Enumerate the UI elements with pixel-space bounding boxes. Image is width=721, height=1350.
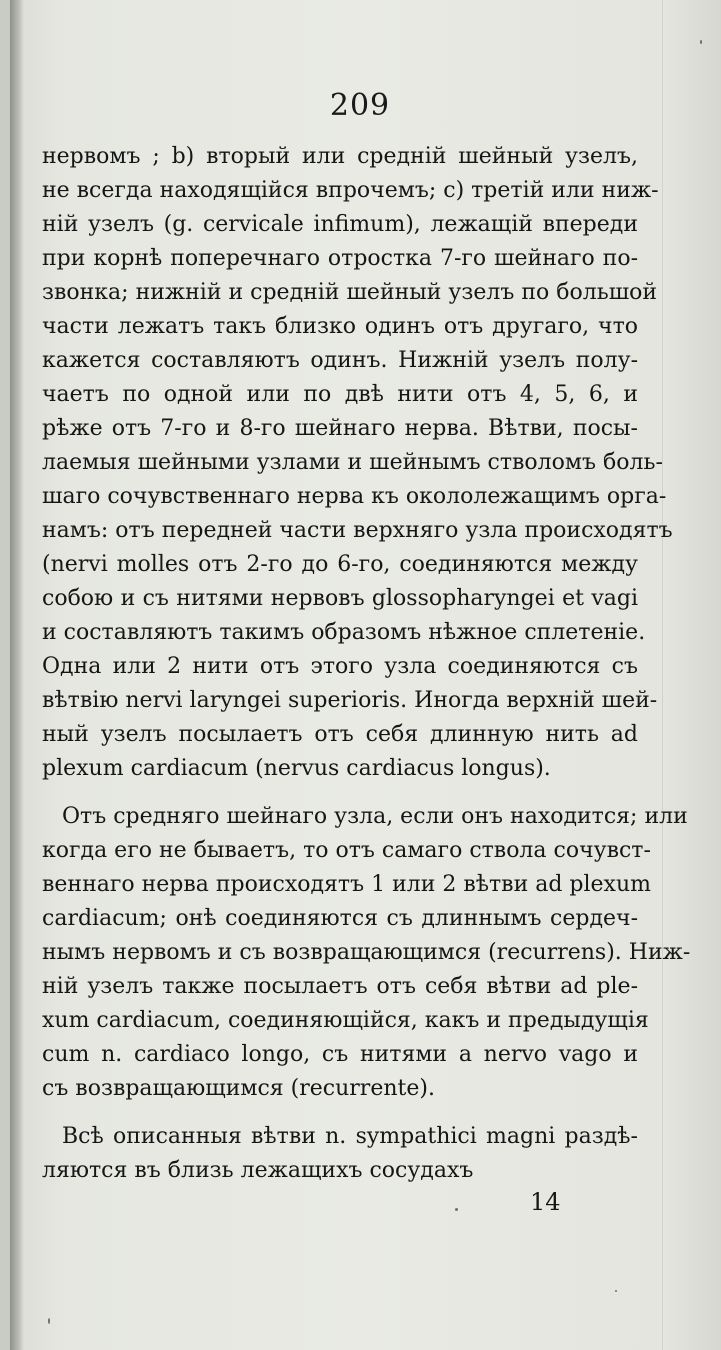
text-line: ній узелъ (g. cervicale infimum), лежащій впереди xyxy=(42,212,638,237)
text-line: plexum cardiacum (nervus cardiacus longus). xyxy=(42,756,551,781)
text-line: съ возвращающимся (recurrente). xyxy=(42,1076,435,1101)
text-line: (nervi molles отъ 2-го до 6-го, соединяются между xyxy=(42,552,638,577)
paper-speck xyxy=(48,1318,50,1324)
text-line: ній узелъ также посылаетъ отъ себя вѣтви ad ple- xyxy=(42,974,638,999)
page-number: 209 xyxy=(329,88,391,123)
text-line: и составляютъ такимъ образомъ нѣжное сплетеніе. xyxy=(42,620,646,645)
text-line: Одна или 2 нити отъ этого узла соединяются съ xyxy=(42,654,638,679)
text-line: веннаго нерва происходятъ 1 или 2 вѣтви ad plexum xyxy=(42,872,651,897)
text-line: Всѣ описанныя вѣтви n. sympathici magni раздѣ- xyxy=(62,1124,638,1149)
text-line: звонка; нижній и средній шейный узелъ по большой xyxy=(42,280,658,305)
text-line: части лежатъ такъ близко одинъ отъ другаго, что xyxy=(42,314,638,339)
paper-speck xyxy=(455,1208,458,1211)
text-line: не всегда находящійся впрочемъ; c) третій или ниж- xyxy=(42,178,659,203)
text-line: xum cardiacum, соединяющійся, какъ и предыдущія xyxy=(42,1008,649,1033)
text-line: когда его не бываетъ, то отъ самаго ствола сочувст- xyxy=(42,838,651,863)
text-line: нымъ нервомъ и съ возвращающимся (recurrens). Ниж- xyxy=(42,940,691,965)
text-line: при корнѣ поперечнаго отростка 7-го шейнаго по- xyxy=(42,246,638,271)
signature-mark: 14 xyxy=(530,1188,561,1216)
text-line: Отъ средняго шейнаго узла, если онъ находится; или xyxy=(62,804,688,829)
margin-fold-line xyxy=(662,0,663,1350)
text-line: cum n. cardiaco longo, съ нитями a nervo vago и xyxy=(42,1042,638,1067)
text-line: нервомъ ; b) вторый или средній шейный узелъ, xyxy=(42,144,638,169)
text-line: ляются въ близь лежащихъ сосудахъ xyxy=(42,1158,474,1183)
text-line: cardiacum; онѣ соединяются съ длиннымъ сердеч- xyxy=(42,906,638,931)
text-line: намъ: отъ передней части верхняго узла происходятъ xyxy=(42,518,673,543)
text-line: чаетъ по одной или по двѣ нити отъ 4, 5, 6, и xyxy=(42,382,638,407)
paper-speck xyxy=(615,1290,617,1292)
paper-speck xyxy=(700,40,702,44)
spine-shadow xyxy=(10,0,24,1350)
text-line: рѣже отъ 7-го и 8-го шейнаго нерва. Вѣтви, посы- xyxy=(42,416,638,441)
text-line: лаемыя шейными узлами и шейнымъ стволомъ боль- xyxy=(42,450,663,475)
text-line: шаго сочувственнаго нерва къ окололежащимъ орга- xyxy=(42,484,667,509)
text-line: собою и съ нитями нервовъ glossopharyngei et vagi xyxy=(42,586,638,611)
text-line: вѣтвію nervi laryngei superioris. Иногда верхній шей- xyxy=(42,688,658,713)
text-line: ный узелъ посылаетъ отъ себя длинную нить ad xyxy=(42,722,638,747)
text-line: кажется составляютъ одинъ. Нижній узелъ полу- xyxy=(42,348,638,373)
